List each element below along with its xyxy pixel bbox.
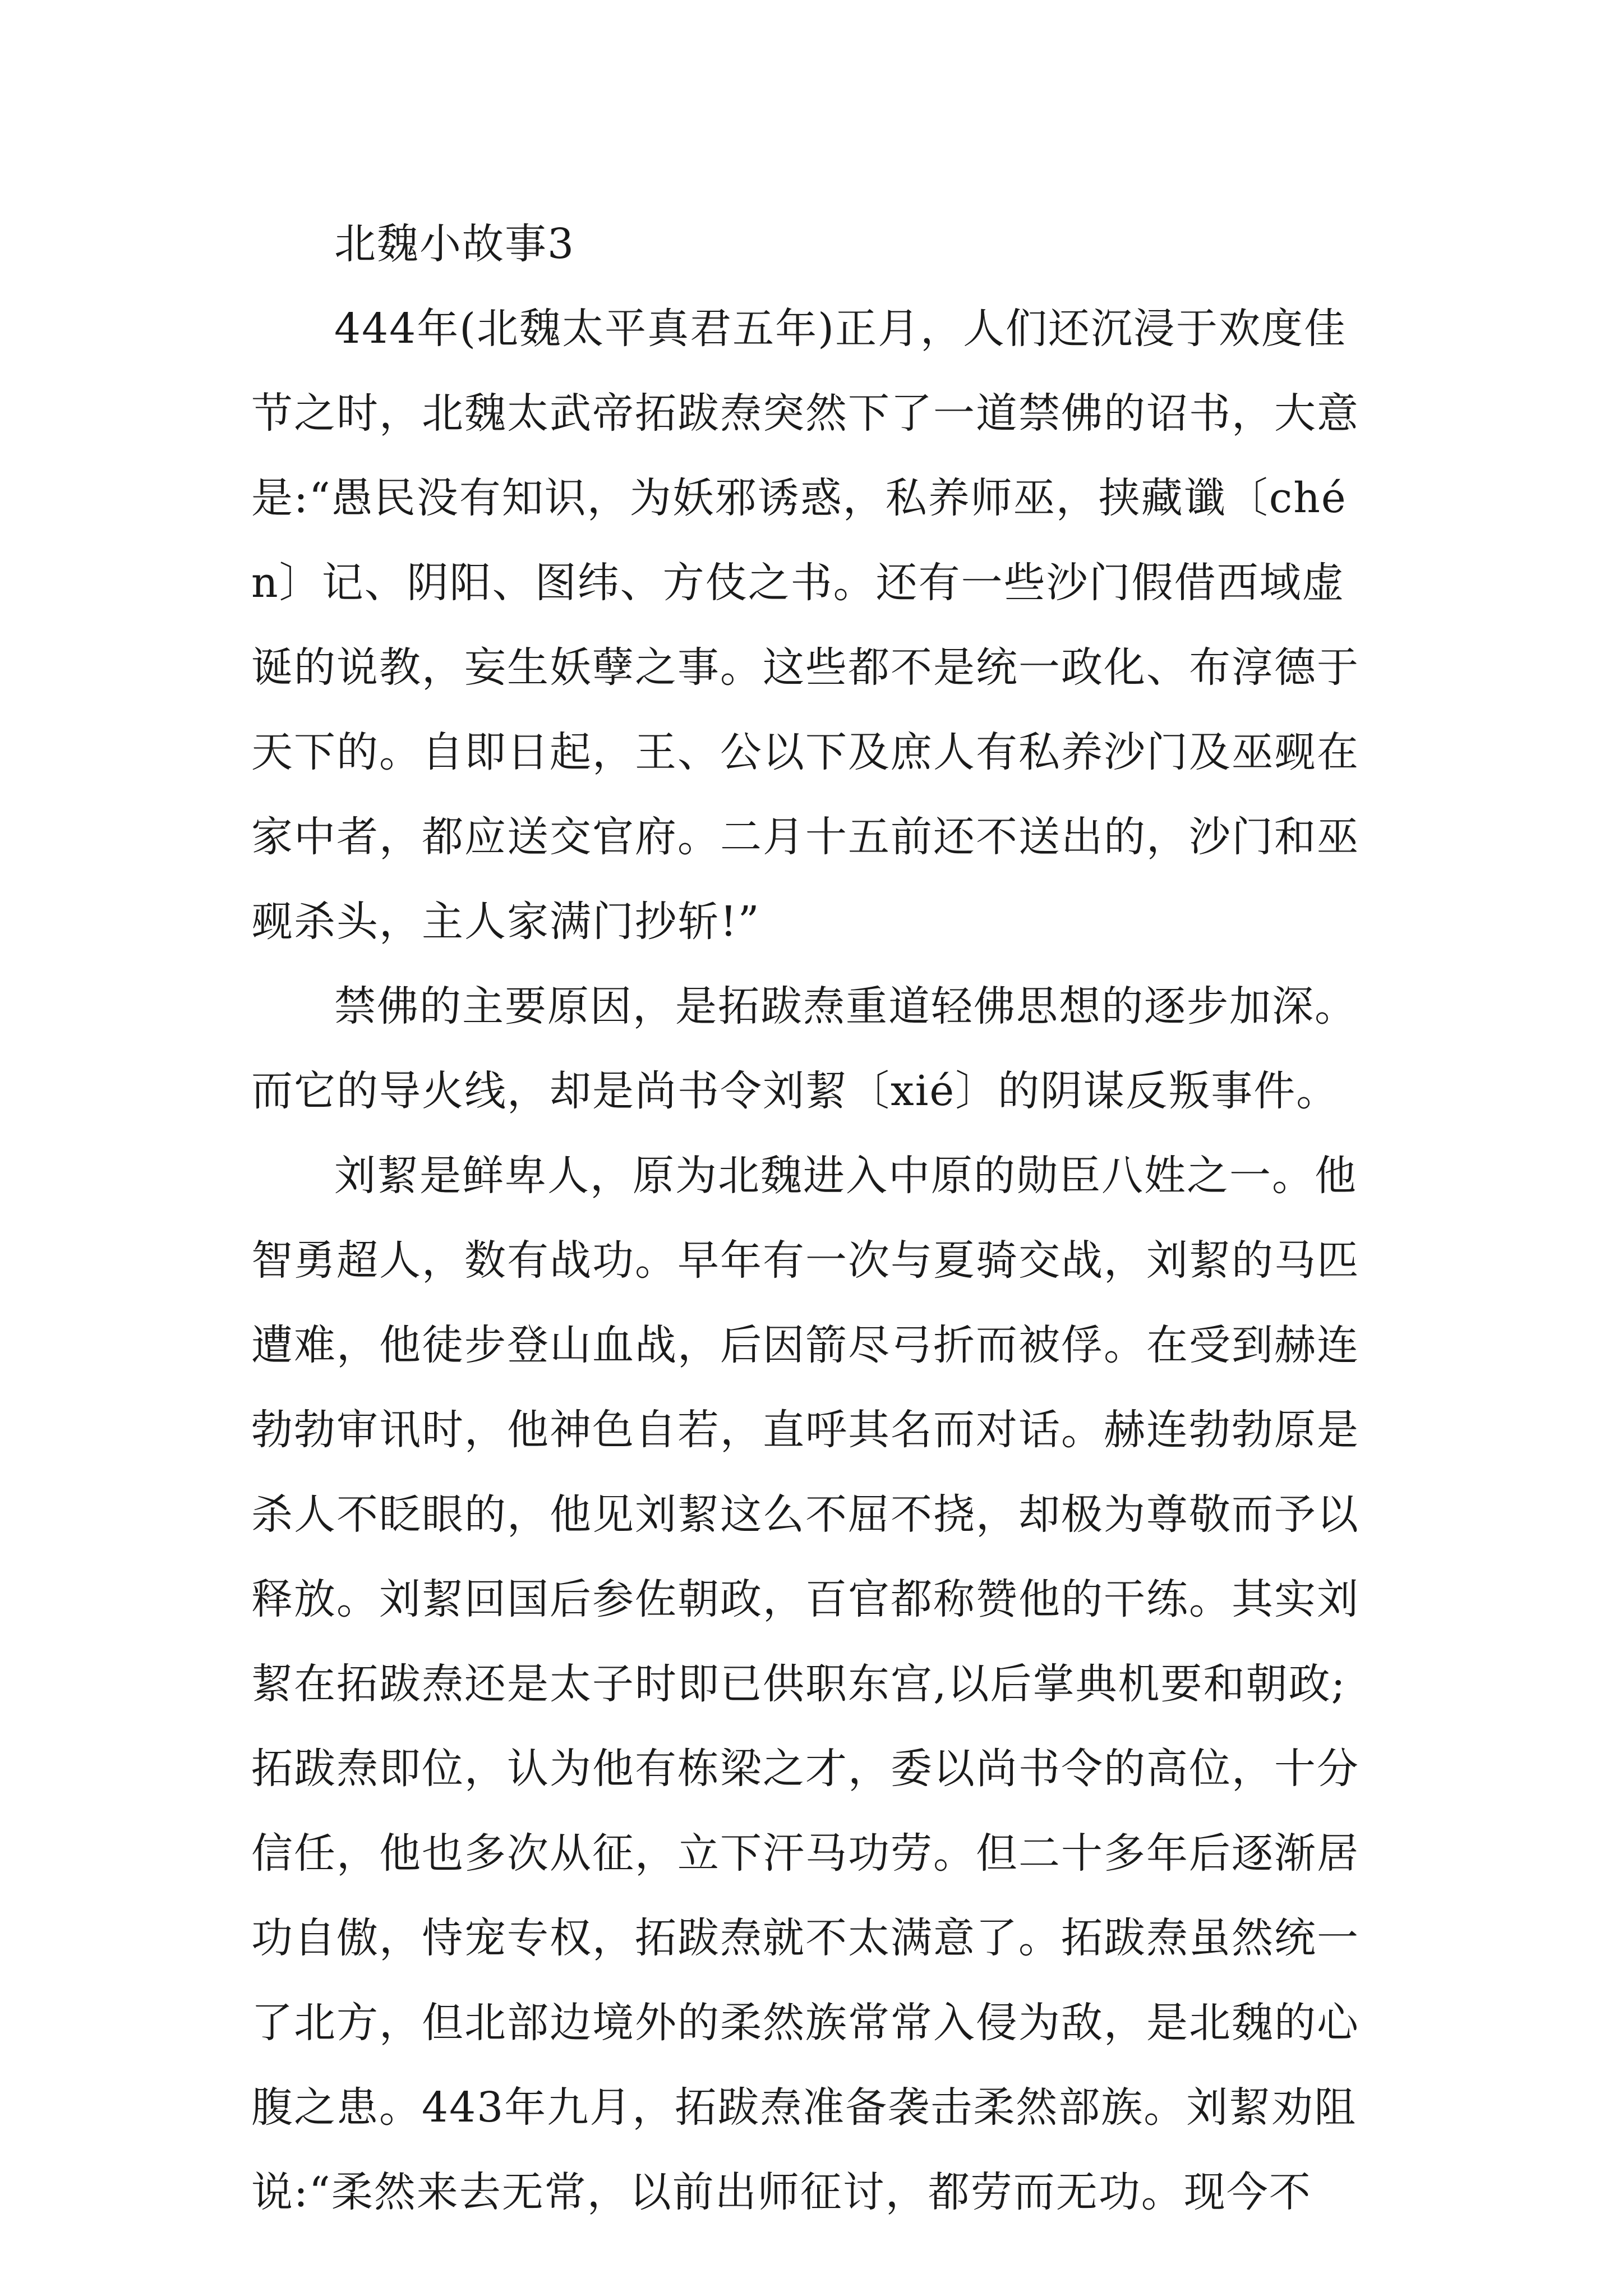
paragraph-line: 了北方，但北部边境外的柔然族常常入侵为敌，是北魏的心 (251, 1999, 1359, 2047)
paragraph-line: 拓跋焘即位，认为他有栋梁之才，委以尚书令的高位，十分 (251, 1745, 1359, 1793)
paragraph-line: 遭难，他徒步登山血战，后因箭尽弓折而被俘。在受到赫连 (251, 1321, 1359, 1369)
paragraph-line: 刘絜是鲜卑人，原为北魏进入中原的勋臣八姓之一。他 (334, 1152, 1357, 1200)
paragraph-line: 是:“愚民没有知识，为妖邪诱惑，私养师巫，挟藏谶〔ché (251, 474, 1347, 522)
paragraph-line: 家中者，都应送交官府。二月十五前还不送出的，沙门和巫 (251, 813, 1359, 861)
paragraph-line: 腹之患。443年九月，拓跋焘准备袭击柔然部族。刘絜劝阻 (251, 2083, 1357, 2132)
paragraph-line: 勃勃审讯时，他神色自若，直呼其名而对话。赫连勃勃原是 (251, 1406, 1359, 1454)
article-body (251, 202, 1390, 2235)
paragraph-line: 444年(北魏太平真君五年)正月，人们还沉浸于欢度佳 (334, 305, 1347, 353)
paragraph-line: 觋杀头，主人家满门抄斩!” (251, 898, 760, 946)
paragraph-line: 说:“柔然来去无常，以前出师征讨，都劳而无功。现今不 (251, 2168, 1312, 2216)
paragraph-line: 释放。刘絜回国后参佐朝政，百官都称赞他的干练。其实刘 (251, 1575, 1359, 1623)
paragraph-line: 信任，他也多次从征，立下汗马功劳。但二十多年后逐渐居 (251, 1829, 1359, 1878)
paragraph-line: 而它的导火线，却是尚书令刘絜〔xié〕的阴谋反叛事件。 (251, 1067, 1339, 1115)
paragraph-line: 絜在拓跋焘还是太子时即已供职东宫,以后掌典机要和朝政; (251, 1660, 1347, 1708)
paragraph-line: 节之时，北魏太武帝拓跋焘突然下了一道禁佛的诏书，大意 (251, 389, 1359, 438)
paragraph-line: 诞的说教，妄生妖孽之事。这些都不是统一政化、布淳德于 (251, 643, 1359, 692)
paragraph-line: 功自傲，恃宠专权，拓跋焘就不太满意了。拓跋焘虽然统一 (251, 1914, 1359, 1962)
paragraph-line: 禁佛的主要原因，是拓跋焘重道轻佛思想的逐步加深。 (334, 982, 1357, 1030)
article-title: 北魏小故事3 (334, 220, 575, 268)
paragraph-line: 智勇超人，数有战功。早年有一次与夏骑交战，刘絜的马匹 (251, 1236, 1359, 1285)
paragraph-line: 天下的。自即日起，王、公以下及庶人有私养沙门及巫觋在 (251, 728, 1359, 776)
paragraph-line: 杀人不眨眼的，他见刘絜这么不屈不挠，却极为尊敬而予以 (251, 1490, 1359, 1539)
paragraph-line: n〕记、阴阳、图纬、方伎之书。还有一些沙门假借西域虚 (251, 559, 1345, 607)
